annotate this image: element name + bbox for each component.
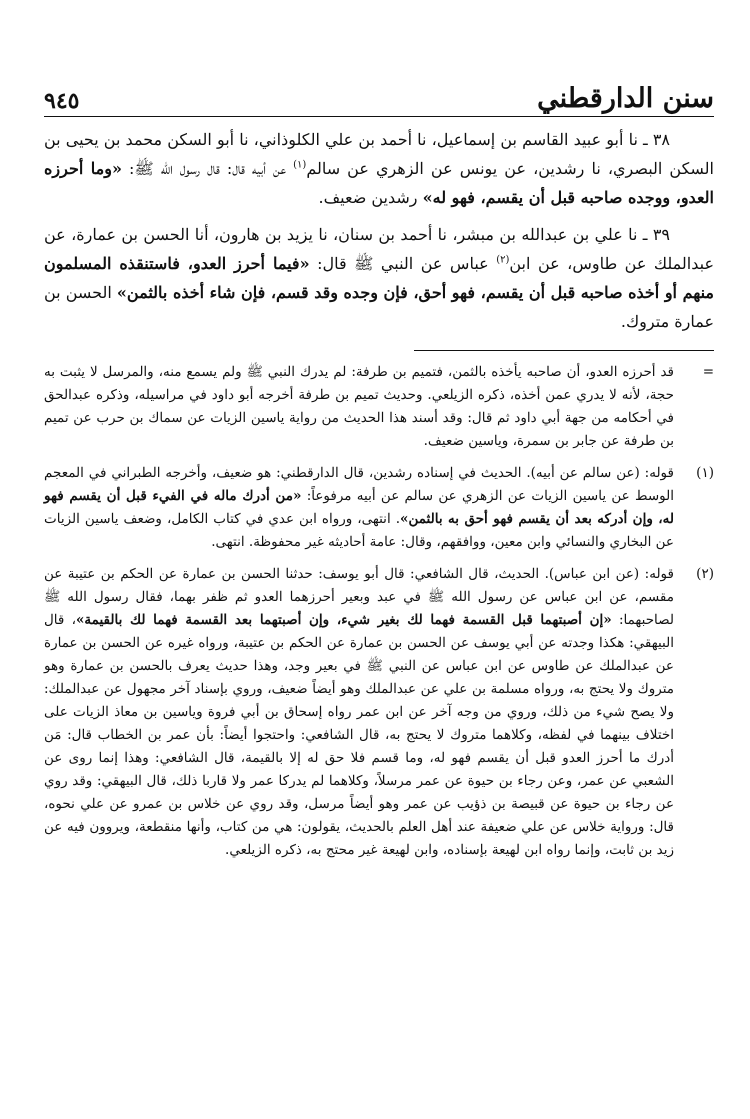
footnote-ref-2: (٢) (496, 254, 510, 266)
footnote-continued-text: قد أحرزه العدو، أن صاحبه يأخذه بالثمن، فتميم بن طرفة: لم يدرك النبي ﷺ ولم يسمع منه، والمرسل لا يثبت به حجة، لأنه لا يدري عمن أخذه، ذكره الزيلعي. وحديث تميم بن طرفة أخرجه أبو داود في مراسيله، وذكره عبدالحق في أحكامه من جهة أبي داود ثم قال: وقد أسند هذا الحديث من رواية ياسين الزيات عن سماك بن حرب عن تميم بن طرفة عن جابر بن سمرة، وياسين ضعيف. (44, 364, 674, 449)
footnote-2-part-2: ، قال البيهقي: هكذا وجدته عن أبي يوسف عن الحسن بن عمارة عن الحكم بن عتيبة، ورواه غيره عن الحسن بن عمارة عن عبدالملك عن طاوس عن ابن عباس عن النبي ﷺ في بعير وجد، وهذا حديث يعرف بالحسن بن عمارة وهو متروك ولا يحتج به، ورواه مسلمة بن علي عن عبدالملك وهو أيضاً ضعيف، وروي بإسناد آخر مجهول عن عبدالملك: ولا يصح شيء من ذلك، وروي من وجه آخر عن ابن عمر رواه إسحاق بن أبي فروة وياسين بن معاذ الزيات على اختلاف بينهما في لفظه، وكلاهما متروك لا يحتج به، قال الشافعي: واحتجوا أيضاً: بأن عمر بن الخطاب قال: مَن أدرك ما أحرز العدو قبل أن يقسم فهو له، وما قسم فلا حق له إلا بالقيمة، قال الشافعي: وهذا إنما روى عن الشعبي عن عمر، وعن رجاء بن حيوة عن عمر مرسلاً، وكلاهما لم يدركا عمر ولا قاربا ذلك، قال البيهقي: وقد روي عن رجاء بن حيوة عن قبيصة بن ذؤيب عن عمر وهو أيضاً مرسل، وقد روي عن خلاس بن عمرو عن علي نحوه، قال: ورواية خلاس عن علي ضعيفة عند أهل العلم بالحديث، يقولون: هي من كتاب، وأنها منقطعة، ويروون فيه عن زيد بن ثابت، وإنما رواه ابن لهيعة بإسناده، وابن لهيعة غير محتج به، ذكره الزيلعي. (44, 612, 674, 858)
hadith-39-matn: «فيما أحرز العدو، فاستنقذه المسلمون منهم أو أخذه صاحبه قبل أن يقسم، فهو أحق، فإن وجده وقد قسم، فإن شاء أخذه بالثمن» (44, 254, 715, 302)
footnote-1-quote: «من أدرك ماله في الفيء قبل أن يقسم فهو له، وإن أدركه بعد أن يقسم فهو أحق به بالثمن» (44, 488, 674, 527)
page-number: ٩٤٥ (44, 88, 80, 114)
main-text (44, 125, 714, 336)
footnote-ref-1: (١) (293, 159, 307, 171)
footnote-2-body (44, 563, 674, 862)
hadith-38-part-1: ٣٨ ـ نا أبو عبيد القاسم بن إسماعيل، نا أحمد بن علي الكلوذاني، نا أبو السكن محمد بن يحيى بن السكن البصري، نا رشدين، عن يونس عن الزهري عن سالم (44, 130, 715, 178)
hadith-39-part-1: ٣٩ ـ نا علي بن عبدالله بن مبشر، نا أحمد بن سنان، نا يزيد بن هارون، أنا الحسن بن عمارة، عن عبدالملك عن طاوس، عن ابن (44, 225, 715, 273)
hadith-38 (44, 125, 714, 212)
book-page (44, 62, 714, 1109)
page-header (44, 62, 714, 112)
footnote-marker-1: (١) (696, 465, 714, 481)
footnote-continued-body (44, 361, 674, 453)
footnote-1-part-1: قوله: (عن سالم عن أبيه). الحديث في إسناده رشدين، قال الدارقطني: هو ضعيف، وأخرجه الطبراني في المعجم الوسط عن ياسين الزيات عن الزهري عن سالم عن أبيه مرفوعاً: (44, 465, 674, 504)
footnote-2 (44, 563, 714, 862)
footnote-2-quote: «إن أصبتهما قبل القسمة فهما لك بغير شيء، وإن أصبتهما بعد القسمة فهما لك بالقيمة» (75, 612, 612, 628)
hadith-39-part-3: الحسن بن عمارة متروك. (44, 283, 714, 331)
footnote-continued (44, 361, 714, 453)
footnote-1-part-2: . انتهى، ورواه ابن عدي في كتاب الكامل، وضعف ياسين الزيات عن البخاري والنسائي وابن معين، ووافقهم، وقال: عامة أحاديثه غير محفوظة. انتهى. (44, 511, 674, 550)
hadith-38-matn: «وما أحرزه العدو، ووجده صاحبه قبل أن يقسم، فهو له» (44, 159, 714, 207)
hadith-39-part-2: عباس عن النبي ﷺ قال: (309, 254, 497, 273)
footnote-rule (414, 350, 714, 351)
footnote-marker-2: (٢) (696, 566, 714, 582)
footnote-1-body (44, 462, 674, 554)
hadith-39 (44, 220, 714, 336)
hadith-38-part-2: عن أبيه قال: قال رسول الله ﷺ: (121, 159, 294, 178)
footnote-2-part-1: قوله: (عن ابن عباس). الحديث، قال الشافعي: قال أبو يوسف: حدثنا الحسن بن عمارة عن الحكم بن عتيبة عن مقسم، عن ابن عباس عن رسول الله ﷺ في عبد وبعير أحرزهما العدو ثم ظفر بهما، فقال رسول الله ﷺ لصاحبهما: (44, 566, 674, 628)
header-rule (44, 116, 714, 117)
footnotes (44, 361, 714, 862)
running-title: سنن الدارقطني (537, 83, 714, 114)
hadith-38-part-3: رشدين ضعيف. (318, 188, 423, 207)
footnote-1 (44, 462, 714, 554)
footnote-marker-continued: = (702, 364, 714, 380)
